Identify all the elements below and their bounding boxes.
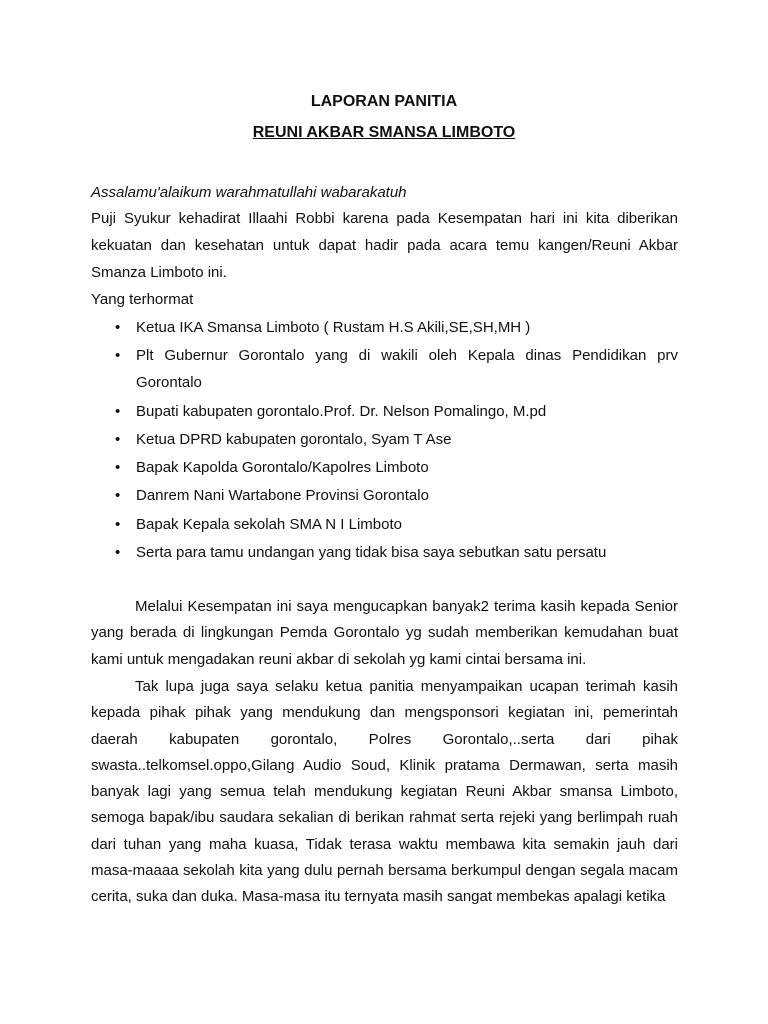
guest-list-item bbox=[91, 426, 678, 453]
document-subtitle: REUNI AKBAR SMANSA LIMBOTO bbox=[252, 124, 516, 141]
guest-name: Danrem Nani Wartabone Provinsi Gorontalo bbox=[136, 487, 429, 505]
body-paragraph-thanks-senior: Melalui Kesempatan ini saya mengucapkan banyak2 terima kasih kepada Senior yang berada di lingkungan Pemda Gorontalo yg sudah memberikan kemudahan buat kami untuk mengadakan reuni akbar di sekolah yg kami cintai bersama ini. bbox=[91, 598, 678, 668]
guest-name: Ketua DPRD kabupaten gorontalo, Syam T Ase bbox=[136, 430, 452, 448]
guest-list-item bbox=[91, 342, 678, 396]
body-paragraph-thanks-sponsors: Tak lupa juga saya selaku ketua panitia menyampaikan ucapan terimah kasih kepada pihak pihak yang mendukung dan mengsponsori kegiatan ini, pemerintah daerah kabupaten gorontalo, Polres Gorontalo,..serta dari pihak swasta..telkomsel.oppo,Gilang Audio Soud, Klinik pratama Dermawan, serta masih banyak lagi yang semua telah mendukung kegiatan Reuni Akbar smansa Limboto, semoga bapak/ibu saudara sekalian di berikan rahmat serta rejeki yang berlimpah ruah dari tuhan yang maha kuasa, Tidak terasa waktu membawa kita semakin jauh dari masa-maaaa sekolah kita yang dulu pernah bersama berkumpul dengan segala macam cerita, suka dan duka. Masa-masa itu ternyata masih sangat membekas apalagi ketika bbox=[91, 678, 678, 906]
guest-list-item bbox=[91, 539, 678, 566]
document-title: LAPORAN PANITIA bbox=[310, 93, 458, 110]
guest-name: Plt Gubernur Gorontalo yang di wakili oleh Kepala dinas Pendidikan prv Gorontalo bbox=[136, 347, 678, 392]
intro-paragraph: Puji Syukur kehadirat Illaahi Robbi karena pada Kesempatan hari ini kita diberikan kekuatan dan kesehatan untuk dapat hadir pada acara temu kangen/Reuni Akbar Smanza Limboto ini. bbox=[91, 210, 678, 281]
greeting-text: Assalamu'alaikum warahmatullahi wabarakatuh bbox=[91, 184, 407, 201]
guest-name: Bapak Kapolda Gorontalo/Kapolres Limboto bbox=[136, 459, 429, 477]
bullet-icon: • bbox=[115, 430, 121, 448]
guest-list-item bbox=[91, 511, 678, 538]
bullet-icon: • bbox=[115, 544, 121, 562]
bullet-icon: • bbox=[115, 487, 121, 505]
honorific-text: Yang terhormat bbox=[91, 291, 194, 308]
guest-list-item bbox=[91, 482, 678, 509]
bullet-icon: • bbox=[115, 459, 121, 477]
guest-list-item bbox=[91, 398, 678, 425]
bullet-icon: • bbox=[115, 319, 121, 336]
guest-name: Serta para tamu undangan yang tidak bisa saya sebutkan satu persatu bbox=[136, 544, 607, 562]
guest-name: Bupati kabupaten gorontalo.Prof. Dr. Nelson Pomalingo, M.pd bbox=[136, 402, 547, 420]
bullet-icon: • bbox=[115, 347, 121, 365]
guest-name: Bapak Kepala sekolah SMA N I Limboto bbox=[136, 515, 402, 533]
guest-list-item bbox=[91, 454, 678, 481]
bullet-icon: • bbox=[115, 515, 121, 533]
guest-list bbox=[91, 314, 678, 567]
guest-list-item bbox=[91, 314, 678, 341]
bullet-icon: • bbox=[115, 402, 121, 420]
guest-name: Ketua IKA Smansa Limboto ( Rustam H.S Akili,SE,SH,MH ) bbox=[136, 319, 531, 336]
